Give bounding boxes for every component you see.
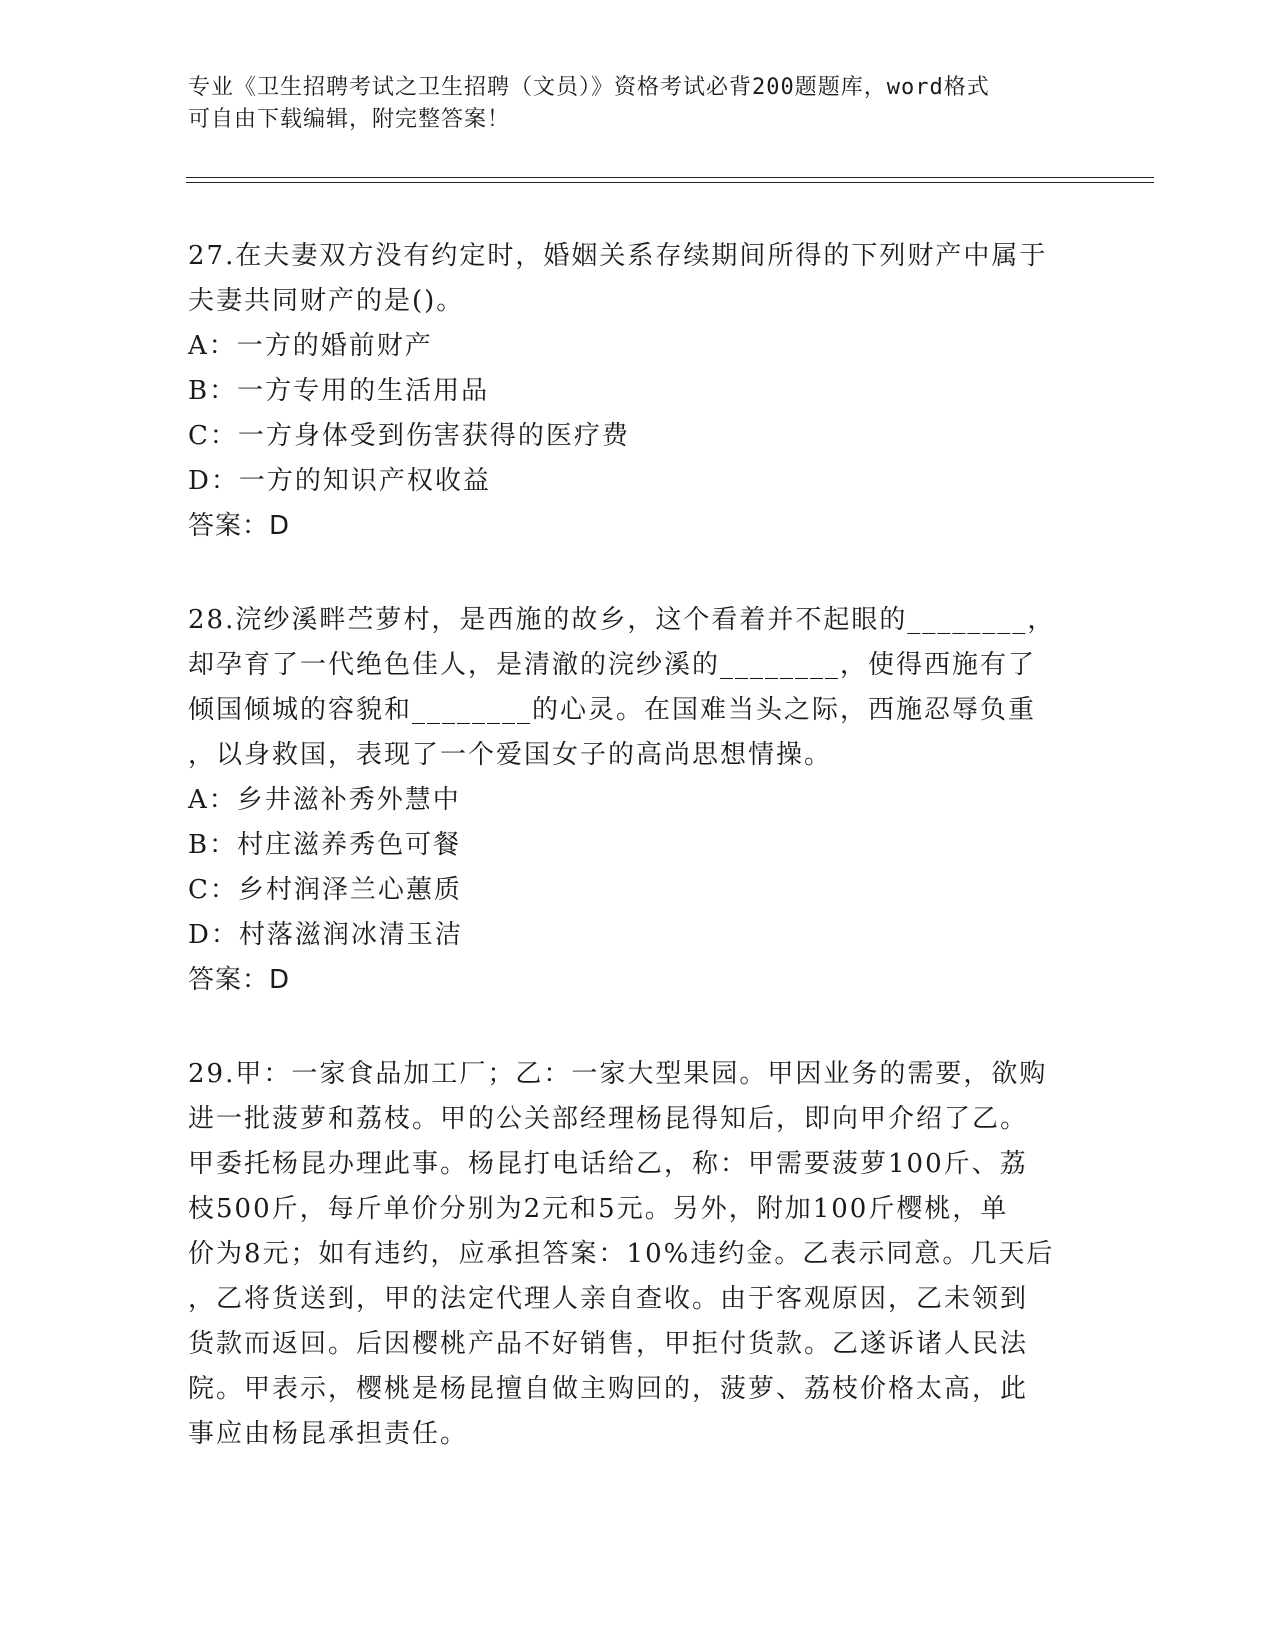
option-c: C：一方身体受到伤害获得的医疗费 — [188, 421, 630, 451]
header-divider — [186, 177, 1154, 178]
question-stem-line: 枝500斤，每斤单价分别为2元和5元。另外，附加100斤樱桃，单 — [188, 1194, 1009, 1224]
answer-line: 答案：D — [188, 965, 291, 995]
header-line: 专业《卫生招聘考试之卫生招聘（文员）》资格考试必背200题题库，word格式 — [188, 75, 990, 100]
option-d: D：村落滋润冰清玉洁 — [188, 920, 463, 950]
question-stem-line: 倾国倾城的容貌和________的心灵。在国难当头之际，西施忍辱负重 — [188, 695, 1037, 725]
question-stem-line: 28.浣纱溪畔苎萝村，是西施的故乡，这个看着并不起眼的________， — [188, 605, 1056, 635]
question-stem-line: 进一批菠萝和荔枝。甲的公关部经理杨昆得知后，即向甲介绍了乙。 — [188, 1104, 1029, 1134]
question-stem-line: 29.甲：一家食品加工厂；乙：一家大型果园。甲因业务的需要，欲购 — [188, 1059, 1048, 1089]
answer-line: 答案：D — [188, 511, 291, 541]
question-stem-line: ，以身救国，表现了一个爱国女子的高尚思想情操。 — [188, 740, 833, 770]
option-b: B：村庄滋养秀色可餐 — [188, 830, 462, 860]
question-27 — [188, 234, 1088, 549]
question-stem-line: 甲委托杨昆办理此事。杨昆打电话给乙，称：甲需要菠萝100斤、荔 — [188, 1149, 1028, 1179]
document-header — [188, 72, 1068, 136]
question-stem-line: 夫妻共同财产的是()。 — [188, 286, 465, 316]
question-stem-line: 院。甲表示，樱桃是杨昆擅自做主购回的，菠萝、荔枝价格太高，此 — [188, 1374, 1029, 1404]
option-d: D：一方的知识产权收益 — [188, 466, 491, 496]
option-c: C：乡村润泽兰心蕙质 — [188, 875, 462, 905]
header-line: 可自由下载编辑，附完整答案！ — [188, 107, 511, 132]
option-a: A：一方的婚前财产 — [188, 331, 433, 361]
option-a: A：乡井滋补秀外慧中 — [188, 785, 461, 815]
question-stem-line: 货款而返回。后因樱桃产品不好销售，甲拒付货款。乙遂诉诸人民法 — [188, 1329, 1029, 1359]
question-stem-line: 却孕育了一代绝色佳人，是清澈的浣纱溪的________，使得西施有了 — [188, 650, 1037, 680]
question-28 — [188, 598, 1088, 1003]
question-stem-line: ，乙将货送到，甲的法定代理人亲自查收。由于客观原因，乙未领到 — [188, 1284, 1029, 1314]
question-29 — [188, 1052, 1088, 1457]
option-b: B：一方专用的生活用品 — [188, 376, 490, 406]
question-stem-line: 27.在夫妻双方没有约定时，婚姻关系存续期间所得的下列财产中属于 — [188, 241, 1048, 271]
header-divider — [186, 182, 1154, 183]
question-stem-line: 事应由杨昆承担责任。 — [188, 1419, 469, 1449]
question-stem-line: 价为8元；如有违约，应承担答案：10%违约金。乙表示同意。几天后 — [188, 1239, 1055, 1269]
